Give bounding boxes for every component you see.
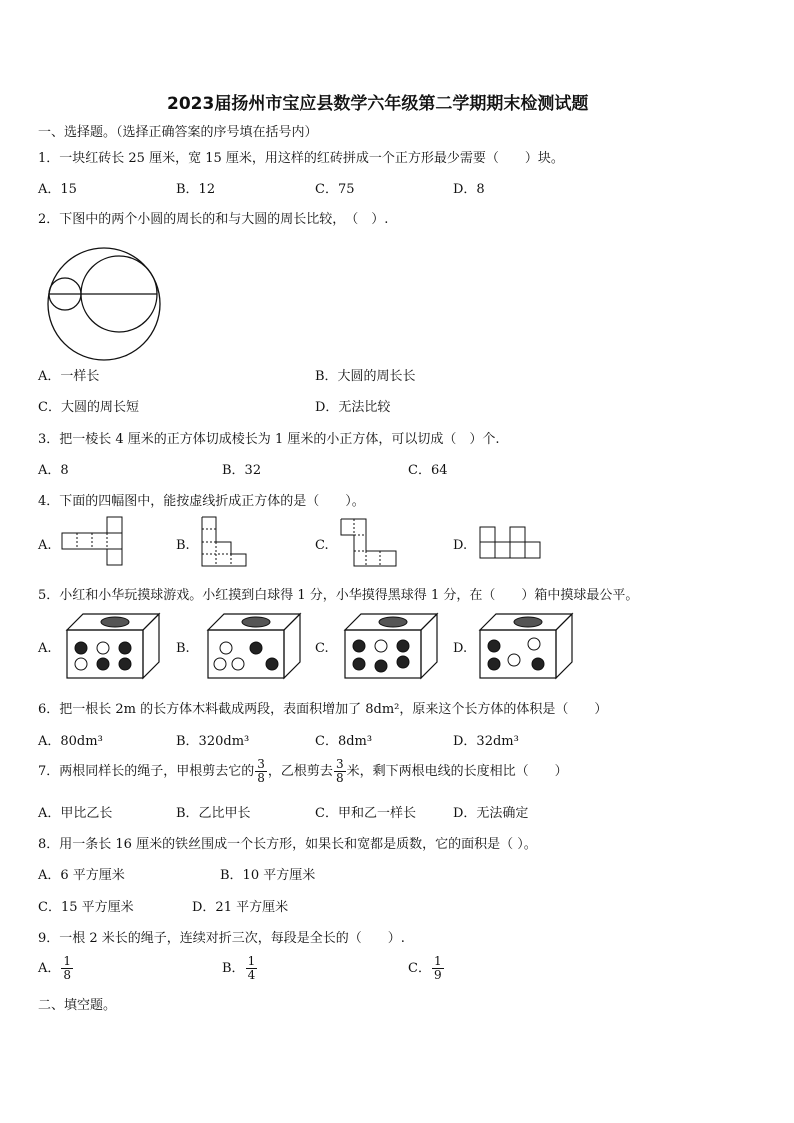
net-figure-b [201,516,249,568]
q9-fraction-b [246,955,258,982]
q9-c-den: 9 [433,968,442,982]
q7-option-d[interactable]: D．无法确定 [453,806,529,821]
net-figure-c [340,518,398,568]
q3-option-b[interactable]: B．32 [222,463,262,478]
q7-frac2-den: 8 [335,771,344,785]
q1-option-a[interactable]: A．15 [38,182,77,197]
q6-option-a[interactable]: A．80dm³ [38,734,103,749]
ball-box-b [208,614,302,680]
q7-stem-part3: 米，剩下两根电线的长度相比（ ） [346,764,568,779]
q9-c-num: 1 [433,954,442,968]
question-6: 6．把一根长 2m 的长方体木料截成两段，表面积增加了 8dm²，原来这个长方体的体积是（ ） [38,702,608,717]
question-8: 8．用一条长 16 厘米的铁丝围成一个长方形，如果长和宽都是质数，它的面积是（ ）。 [38,837,537,852]
q8-option-d[interactable]: D．21 平方厘米 [192,900,289,915]
q1-option-b[interactable]: B．12 [176,182,216,197]
q1-option-d[interactable]: D．8 [453,182,485,197]
ball-box-a [67,614,161,680]
q7-stem-part1: 7．两根同样长的绳子，甲根剪去它的 [38,764,255,779]
page-title: 2023届扬州市宝应县数学六年级第二学期期末检测试题 [167,94,589,114]
question-7 [38,757,568,787]
q9-a-num: 1 [63,954,72,968]
q8-option-b[interactable]: B．10 平方厘米 [220,868,316,883]
q4-option-b[interactable]: B. [176,538,190,553]
ball-box-d [480,614,574,680]
section-heading-fill: 二、填空题。 [38,998,117,1013]
q6-option-d[interactable]: D．32dm³ [453,734,519,749]
q1-option-c[interactable]: C．75 [315,182,355,197]
q2-option-b[interactable]: B．大圆的周长长 [315,369,416,384]
question-2: 2．下图中的两个小圆的周长的和与大圆的周长比较， （ ）. [38,212,389,227]
q9-option-c[interactable] [408,952,445,986]
q8-option-a[interactable]: A．6 平方厘米 [38,868,125,883]
question-9: 9．一根 2 米长的绳子，连续对折三次，每段是全长的（ ）. [38,931,405,946]
q5-option-d[interactable]: D. [453,641,468,656]
q3-option-a[interactable]: A．8 [38,463,69,478]
q2-option-c[interactable]: C．大圆的周长短 [38,400,139,415]
q9-fraction-a [61,955,73,982]
q7-option-a[interactable]: A．甲比乙长 [38,806,113,821]
question-3: 3．把一棱长 4 厘米的正方体切成棱长为 1 厘米的小正方体，可以切成（ ）个. [38,432,500,447]
q8-option-c[interactable]: C．15 平方厘米 [38,900,134,915]
q5-option-a[interactable]: A. [38,641,52,656]
q9-a-den: 8 [63,968,72,982]
q7-frac2-num: 3 [335,757,344,771]
section-heading-choice: 一、选择题。（选择正确答案的序号填在括号内） [38,125,318,140]
q9-option-a-label: A． [38,961,61,976]
q9-option-b[interactable] [222,952,258,986]
q9-b-num: 1 [247,954,256,968]
q2-option-a[interactable]: A．一样长 [38,369,100,384]
q9-option-c-label: C． [408,961,431,976]
net-figure-d [479,526,541,560]
q7-frac1-num: 3 [257,757,265,771]
question-5: 5．小红和小华玩摸球游戏。小红摸到白球得 1 分，小华摸得黑球得 1 分，在（ ）箱中摸球最公平。 [38,588,639,603]
q7-frac1-den: 8 [257,771,265,785]
q5-option-c[interactable]: C. [315,641,329,656]
q7-option-c[interactable]: C．甲和乙一样长 [315,806,416,821]
q2-option-d[interactable]: D．无法比较 [315,400,391,415]
question-1: 1．一块红砖长 25 厘米，宽 15 厘米，用这样的红砖拼成一个正方形最少需要（ ）块。 [38,151,564,166]
circles-figure [46,246,162,362]
q6-option-b[interactable]: B．320dm³ [176,734,250,749]
q9-b-den: 4 [247,968,256,982]
net-figure-a [62,516,124,566]
q9-option-b-label: B． [222,961,245,976]
q4-option-c[interactable]: C. [315,538,329,553]
q7-fraction-2 [334,758,346,785]
ball-box-c [345,614,439,680]
q6-option-c[interactable]: C．8dm³ [315,734,373,749]
question-4: 4．下面的四幅图中，能按虚线折成正方体的是（ ）。 [38,494,365,509]
q9-option-a[interactable] [38,952,74,986]
q4-option-a[interactable]: A. [38,538,52,553]
q7-option-b[interactable]: B．乙比甲长 [176,806,251,821]
q7-fraction-1 [255,758,267,785]
q7-stem-part2: ，乙根剪去 [267,764,333,779]
q4-option-d[interactable]: D. [453,538,468,553]
q9-fraction-c [432,955,444,982]
q5-option-b[interactable]: B. [176,641,190,656]
q3-option-c[interactable]: C．64 [408,463,448,478]
